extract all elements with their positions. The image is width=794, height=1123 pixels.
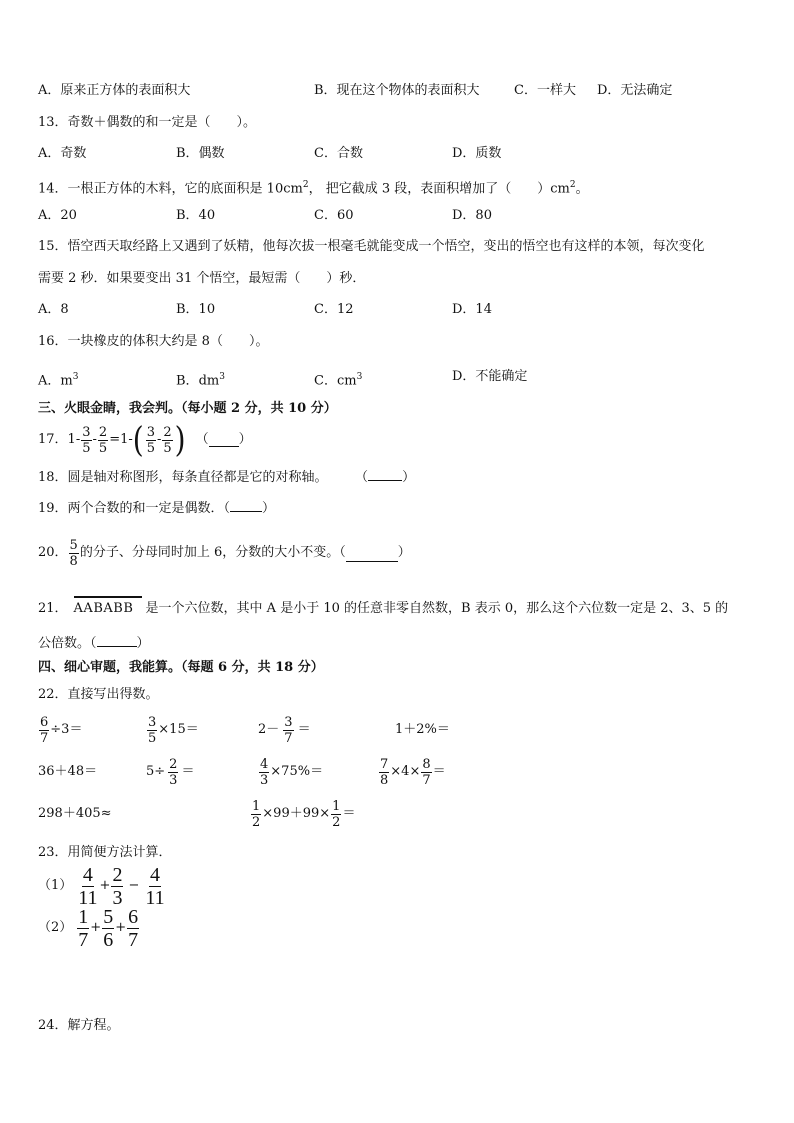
q21-line2: 公倍数。（ ） <box>38 636 150 651</box>
q14-stem: 14．一根正方体的木料，它的底面积是 $10cm^2$， 把它截成 3 段，表面积增加了（ ）$cm^2$。 <box>38 180 589 197</box>
q15-option-c: C．12 <box>314 302 354 317</box>
q15-option-b: B．10 <box>176 302 216 317</box>
q21-line1: 21． AABABB 是一个六位数，其中 A 是小于 10 的任意非零自然数，B 表示 0，那么这个六位数一定是 2、3、5 的 <box>38 594 728 618</box>
q22-r2c2: 5÷ $\frac{2}{3}$ ＝ <box>146 756 195 788</box>
q19: 19．两个合数的和一定是偶数．（ ） <box>38 501 276 516</box>
q13-option-c: C．合数 <box>314 146 363 161</box>
q22-r1c2: $\frac{3}{5}$ ×15＝ <box>148 714 199 746</box>
q21-number-overline: AABABB <box>74 596 142 618</box>
q22-r1c1: $\frac{6}{7}$ ÷3＝ <box>40 714 83 746</box>
q16-option-c: C．$cm^3$ <box>314 372 363 389</box>
q12-option-c: C．一样大 <box>514 83 576 98</box>
q15-option-a: A．8 <box>38 302 69 317</box>
section-3-title: 三、火眼金睛，我会判。（每小题 2 分，共 10 分） <box>38 401 337 416</box>
q14-option-c: C．60 <box>314 208 354 223</box>
q12-option-b: B．现在这个物体的表面积大 <box>314 83 480 98</box>
q22-r2c3: $\frac{4}{3}$ ×75%＝ <box>260 756 324 788</box>
q16-option-b: B．$dm^3$ <box>176 372 225 389</box>
q20: 20． $\frac{5}{8}$ 的分子、分母同时加上 6，分数的大小不变。（ ） <box>38 537 411 569</box>
q16-option-d: D．不能确定 <box>452 369 528 384</box>
q18-answer-blank[interactable] <box>368 468 402 481</box>
q21-answer-blank[interactable] <box>97 634 137 647</box>
q13-option-d: D．质数 <box>452 146 502 161</box>
q17: 17． 1- $\frac{3}{5}$ - $\frac{2}{5}$ =1- ( $\frac{3}{5}$ - $\frac{2}{5}$ ) （ ） <box>38 418 252 460</box>
q23-stem: 23．用简便方法计算． <box>38 845 172 860</box>
q17-answer-blank[interactable] <box>209 434 239 447</box>
q14-option-b: B．40 <box>176 208 216 223</box>
q14-option-a: A．20 <box>38 208 77 223</box>
q22-stem: 22．直接写出得数。 <box>38 687 159 702</box>
q22-r3c2: $\frac{1}{2}$ ×99＋99× $\frac{1}{2}$ ＝ <box>252 798 356 830</box>
q24-stem: 24．解方程。 <box>38 1018 120 1033</box>
q23-expr-2: （2） $\frac{1}{7}$ + $\frac{5}{6}$ + $\frac{6}{7}$ <box>38 905 139 951</box>
q13-option-b: B．偶数 <box>176 146 225 161</box>
q22-r3c1: 298＋405≈ <box>38 806 112 821</box>
q16-option-a: A．$m^3$ <box>38 372 79 389</box>
q20-answer-blank[interactable] <box>346 549 398 562</box>
q22-r1c3: 2－ $\frac{3}{7}$ ＝ <box>258 714 311 746</box>
q19-answer-blank[interactable] <box>230 499 262 512</box>
q15-stem-line1: 15．悟空西天取经路上又遇到了妖精，他每次拔一根毫毛就能变成一个悟空，变出的悟空也有这样的本领，每次变化 <box>38 239 705 254</box>
q23-expr-1: （1） $\frac{4}{11}$ + $\frac{2}{3}$ − $\frac{4}{11}$ <box>38 863 165 909</box>
q16-stem: 16．一块橡皮的体积大约是 8（ ）。 <box>38 334 269 349</box>
q13-option-a: A．奇数 <box>38 146 87 161</box>
q12-option-d: D．无法确定 <box>597 83 673 98</box>
q15-option-d: D．14 <box>452 302 492 317</box>
q22-r2c1: 36＋48＝ <box>38 764 98 779</box>
q14-option-d: D．80 <box>452 208 492 223</box>
q13-stem: 13．奇数＋偶数的和一定是（ ）。 <box>38 115 257 130</box>
q12-option-a: A．原来正方体的表面积大 <box>38 83 191 98</box>
q22-r2c4: $\frac{7}{8}$ ×4× $\frac{8}{7}$ ＝ <box>380 756 446 788</box>
q18: 18．圆是轴对称图形，每条直径都是它的对称轴。 （ ） <box>38 470 416 485</box>
section-4-title: 四、细心审题，我能算。（每题 6 分，共 18 分） <box>38 660 324 675</box>
q15-stem-line2: 需要 2 秒．如果要变出 31 个悟空，最短需（ ）秒． <box>38 271 366 286</box>
q22-r1c4: 1＋2%＝ <box>395 722 450 737</box>
